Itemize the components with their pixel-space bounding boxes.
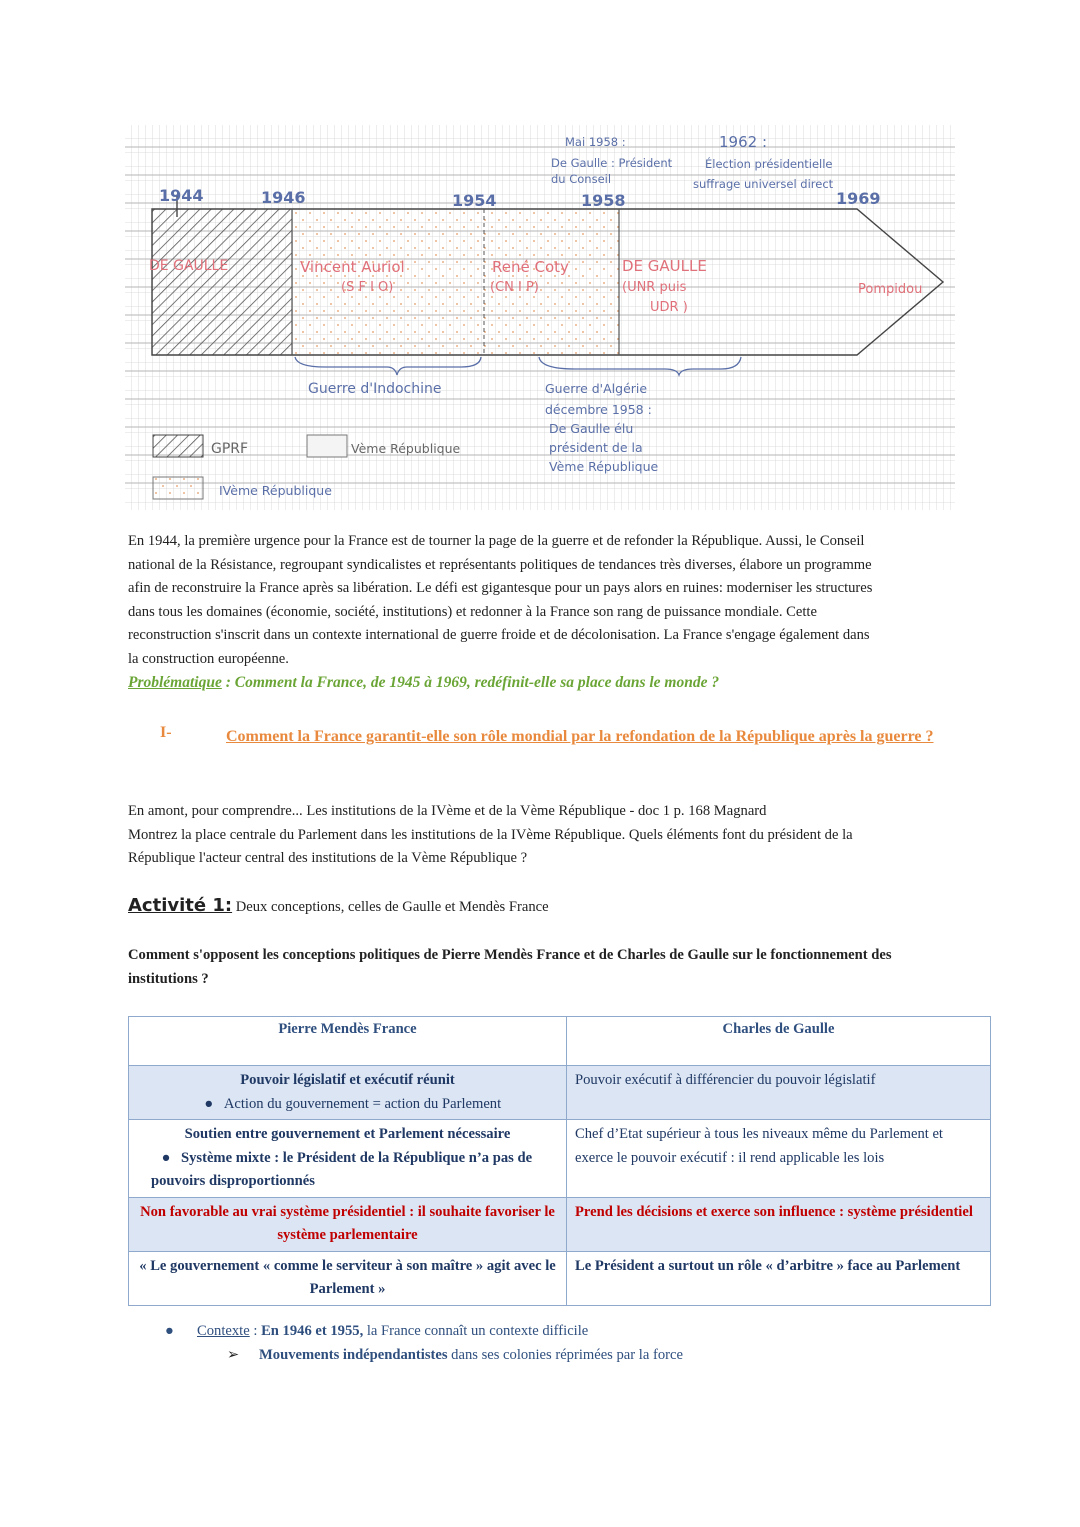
table-cell: Chef d’Etat supérieur à tous les niveaux même du Parlement et exerce le pouvoir exécutif : il rend applicable les lois <box>567 1120 991 1198</box>
table-cell: Pouvoir exécutif à différencier du pouvoir législatif <box>567 1066 991 1120</box>
problematique-label: Problématique <box>128 674 222 691</box>
president-auriol: Vincent Auriol <box>300 258 405 276</box>
table-row <box>129 1120 991 1198</box>
table-cell <box>129 1120 567 1198</box>
bullet-icon: ● <box>165 1323 174 1339</box>
note-mai-1958: Mai 1958 : <box>565 135 626 149</box>
comparison-table <box>128 1016 991 1306</box>
contexte-label: Contexte <box>197 1323 250 1339</box>
cell-text: Pouvoir législatif et exécutif réunit <box>240 1072 455 1088</box>
table-cell: « Le gouvernement « comme le serviteur à son maître » agit avec le Parlement » <box>129 1251 567 1305</box>
legend-ivrep-swatch <box>153 477 203 499</box>
amont-line: En amont, pour comprendre... Les institutions de la IVème et de la Vème République - doc 1 p. 168 Magnard <box>128 803 767 819</box>
contexte-rest: la France connaît un contexte difficile <box>363 1323 589 1339</box>
bullet-line <box>137 1093 558 1117</box>
cell-text: Soutien entre gouvernement et Parlement nécessaire <box>184 1126 511 1142</box>
amont-line: Montrez la place centrale du Parlement dans les institutions de la IVème République. Quels éléments font du président de la <box>128 826 853 843</box>
problematique-text: : Comment la France, de 1945 à 1969, redéfinit-elle sa place dans le monde ? <box>221 674 720 691</box>
table-cell: Prend les décisions et exerce son influence : système présidentiel <box>567 1197 991 1251</box>
president-degaulle-2: DE GAULLE <box>622 257 707 275</box>
year-1969: 1969 <box>836 189 881 208</box>
president-degaulle-1: DE GAULLE <box>149 258 229 274</box>
legend-vrep-label: Vème République <box>351 441 461 456</box>
note-president-conseil: De Gaulle : Président <box>551 156 673 170</box>
note-du-conseil: du Conseil <box>551 172 612 186</box>
activity-text: Deux conceptions, celles de Gaulle et Mendès France <box>232 899 549 915</box>
table-row <box>129 1066 991 1120</box>
year-1958: 1958 <box>581 191 626 210</box>
intro-line: la construction européenne. <box>128 650 289 667</box>
president-pompidou: Pompidou <box>858 282 923 297</box>
contexte-sub-bold: Mouvements indépendantistes <box>259 1346 448 1363</box>
legend-gprf-label: GPRF <box>211 441 249 457</box>
bullet-line <box>137 1147 558 1194</box>
table-cell: Le Président a surtout un rôle « d’arbitre » face au Parlement <box>567 1251 991 1305</box>
cell-text: Système mixte : le Président de la République n’a pas de pouvoirs disproportionnés <box>151 1149 533 1189</box>
table-row <box>129 1197 991 1251</box>
intro-line: national de la Résistance, regroupant syndicalistes et représentants politiques de tendances très diverses, élabore un programme <box>128 556 872 573</box>
activity-heading <box>128 895 549 916</box>
contexte-bold: En 1946 et 1955, <box>261 1323 364 1339</box>
amont-line: République l'acteur central des institutions de la Vème République ? <box>128 850 528 866</box>
activity-question: Comment s'opposent les conceptions politiques de Pierre Mendès France et de Charles de Gaulle sur le fonctionnement des institutions ? <box>128 947 892 987</box>
event-dec-1958: décembre 1958 : <box>545 402 652 417</box>
contexte-item <box>165 1320 683 1344</box>
table-cell <box>129 1066 567 1120</box>
party-cnip: (CN I P) <box>490 280 539 295</box>
note-election: Élection présidentielle <box>705 157 833 171</box>
amont-paragraph <box>128 800 958 871</box>
bullet-icon: ● <box>204 1095 214 1112</box>
event-degaulle-elu: De Gaulle élu <box>549 421 634 436</box>
legend-gprf-swatch <box>153 435 203 457</box>
contexte-subitem <box>165 1344 683 1368</box>
bullet-icon: ● <box>161 1149 171 1166</box>
event-indochine: Guerre d'Indochine <box>308 381 442 397</box>
problematique <box>128 671 958 695</box>
intro-line: dans tous les domaines (économie, société, institutions) et redonner à la France son rang de puissance mondiale. Cette <box>128 603 817 620</box>
event-algerie: Guerre d'Algérie <box>545 381 648 396</box>
legend-vrep-swatch <box>307 435 347 457</box>
event-veme-rep: Vème République <box>549 459 659 474</box>
contexte-sep: : <box>249 1323 262 1339</box>
party-unr: (UNR puis <box>622 280 687 295</box>
section-number: I- <box>160 724 172 741</box>
activity-label: Activité 1: <box>128 895 233 916</box>
contexte-list <box>165 1320 683 1367</box>
note-suffrage: suffrage universel direct <box>693 177 834 191</box>
arrow-bullet-icon: ➢ <box>227 1346 240 1363</box>
intro-line: En 1944, la première urgence pour la France est de tourner la page de la guerre et de refonder la République. Aussi, le Conseil <box>128 533 865 549</box>
table-header-row <box>129 1017 991 1066</box>
header-de-gaulle: Charles de Gaulle <box>567 1017 991 1066</box>
table-cell: Non favorable au vrai système présidentiel : il souhaite favoriser le système parlementaire <box>129 1197 567 1251</box>
year-1946: 1946 <box>261 188 306 207</box>
year-1954: 1954 <box>452 191 497 210</box>
legend-ivrep-label: IVème République <box>219 483 332 498</box>
note-1962: 1962 : <box>719 133 767 151</box>
party-udr: UDR ) <box>650 300 688 315</box>
intro-line: reconstruction s'inscrit dans un contexte international de guerre froide et de décolonisation. La France s'engage également dans <box>128 627 870 643</box>
event-president-de-la: président de la <box>549 440 643 455</box>
party-sfio: (S F I O) <box>341 280 394 295</box>
table-row <box>129 1251 991 1305</box>
president-coty: René Coty <box>492 258 569 276</box>
cell-text: Action du gouvernement = action du Parlement <box>223 1095 502 1112</box>
header-mendes-france: Pierre Mendès France <box>129 1017 567 1066</box>
gprf-band <box>152 209 292 355</box>
intro-line: afin de reconstruire la France après sa libération. Le défi est gigantesque pour un pays alors en ruines: moderniser les structures <box>128 580 873 596</box>
year-1944: 1944 <box>159 186 204 205</box>
timeline-figure <box>125 125 955 510</box>
section-title: Comment la France garantit-elle son rôle mondial par la refondation de la République après la guerre ? <box>226 728 934 745</box>
contexte-sub-rest: dans ses colonies réprimées par la force <box>447 1346 683 1363</box>
intro-paragraph <box>128 530 958 695</box>
